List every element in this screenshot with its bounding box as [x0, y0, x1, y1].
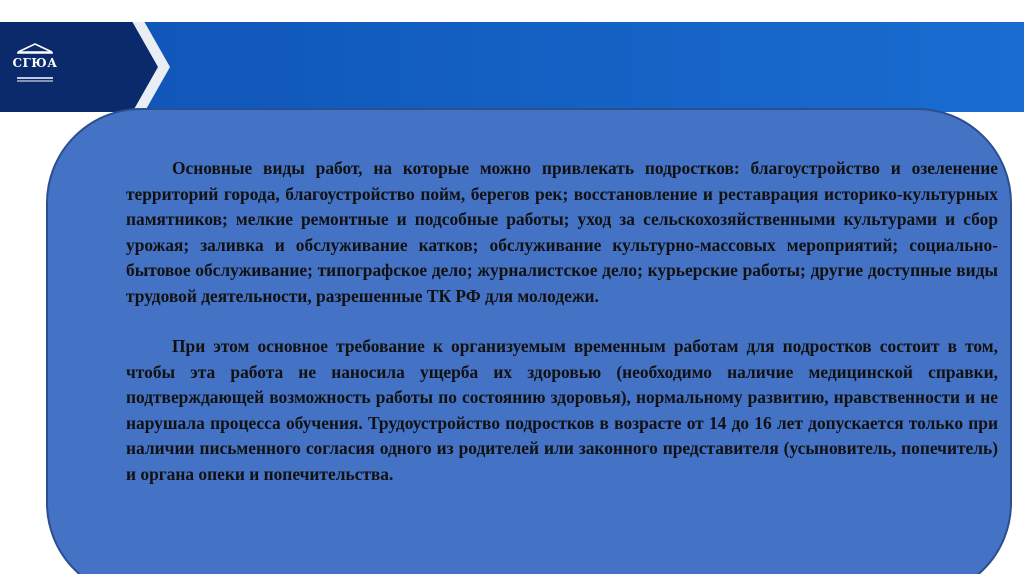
paragraph-work-types: Основные виды работ, на которые можно привлекать подростков: благоустройство и озеленение территорий города, благоустройство пойм, берегов рек; восстановление и реставрация историко-культурных памятников; мелкие ремонтные и подсобные работы; уход за сельскохозяйственными культурами и сбор урожая; заливка и обслуживание катков; обслуживание культурно-массовых мероприятий; социально-бытовое обслуживание; типографское дело; журналистское дело; курьерские работы; другие доступные виды трудовой деятельности, разрешенные ТК РФ для молодежи. — [126, 158, 998, 306]
paragraph-requirements: При этом основное требование к организуемым временным работам для подростков состоит в том, чтобы эта работа не наносила ущерба их здоровью (необходимо наличие медицинской справки, подтверждающей возможность работы по состоянию здоровья), нормальному развитию, нравственности и не нарушала процесса обучения. Трудоустройство подростков в возрасте от 14 до 16 лет допускается только при наличии письменного согласия одного из родителей или законного представителя (усыновитель, попечитель) и органа опеки и попечительства. — [126, 336, 998, 484]
content-panel — [46, 108, 1012, 574]
header-stripe — [120, 22, 1024, 112]
logo-text: СГЮА — [12, 56, 58, 70]
header-band — [0, 22, 1024, 112]
